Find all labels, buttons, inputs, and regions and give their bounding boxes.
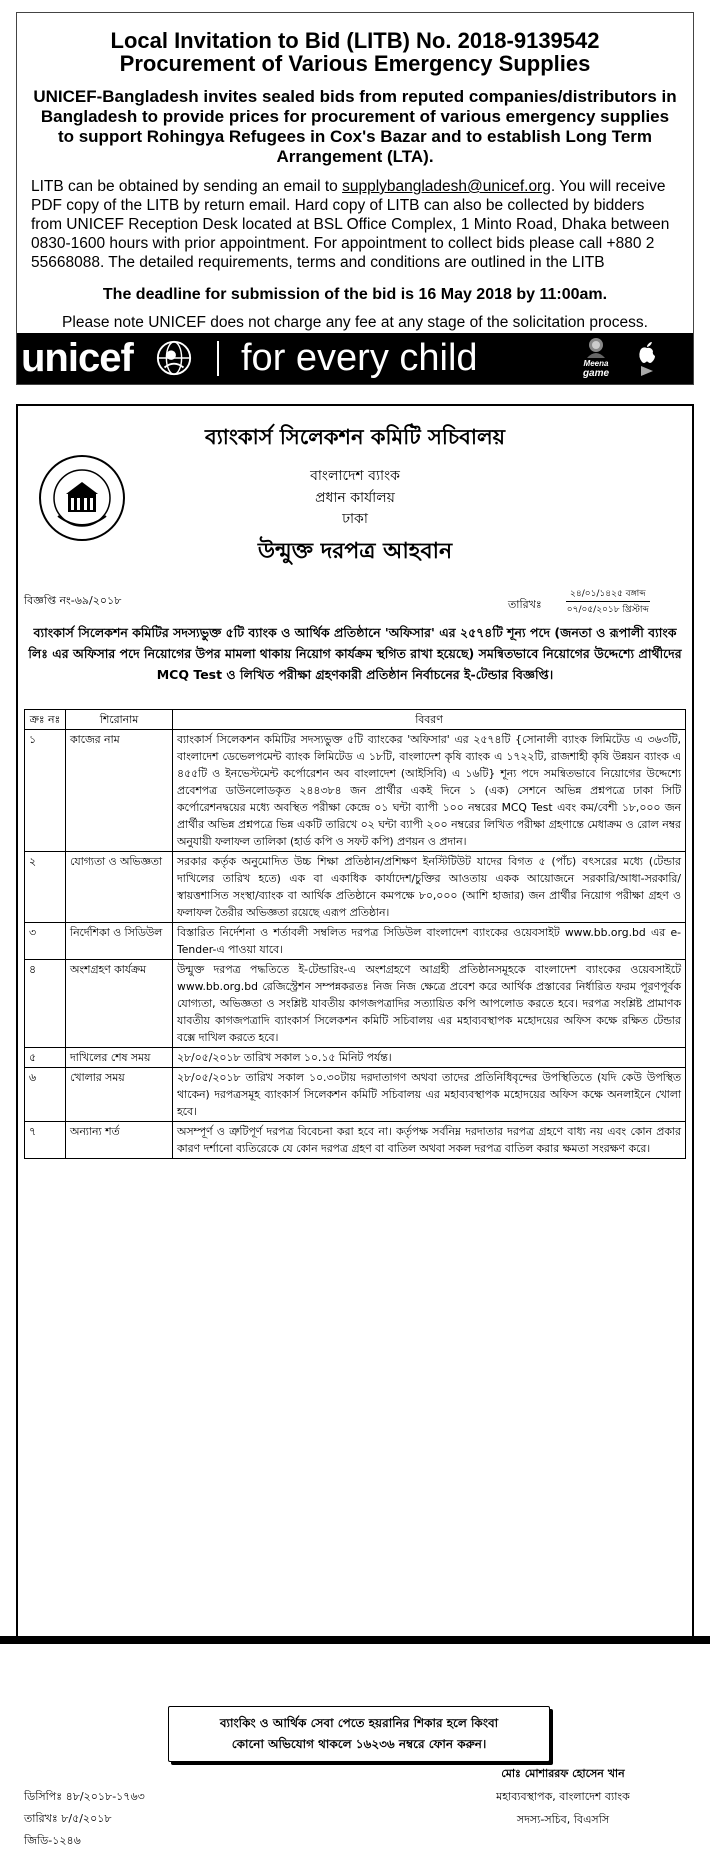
table-row: ৫ দাখিলের শেষ সময় ২৮/০৫/২০১৮ তারিখ সকাল ১০.১৫ মিনিট পর্যন্ত। [25, 1048, 686, 1068]
helpline-box: ব্যাংকিং ও আর্থিক সেবা পেতে হয়রানির শিকার হলে কিংবা কোনো অভিযোগ থাকলে ১৬২৩৬ নম্বরে ফোন করুন। [168, 1706, 550, 1762]
email-link[interactable]: supplybangladesh@unicef.org [342, 178, 551, 195]
unicef-slogan: for every child [241, 337, 478, 379]
dfp-number: ডিসিপিঃ ৪৮/২০১৮-১৭৬৩ [24, 1790, 145, 1803]
signature-block [438, 1762, 688, 1831]
litb-title: Local Invitation to Bid (LITB) No. 2018-9139542 Procurement of Various Emergency Supplies [110, 28, 600, 76]
unicef-logo-text: unicef [21, 336, 133, 380]
table-row: ৩ নির্দেশিকা ও সিডিউল বিস্তারিত নির্দেশনা ও শর্তাবলী সম্বলিত দরপত্র সিডিউল বাংলাদেশ ব্যাংকের ওয়েবসাইট www.bb.org.bd এর e-Tender-এ পাওয়া যাবে। [25, 923, 686, 960]
litb-body: LITB can be obtained by sending an email to supplybangladesh@unicef.org. You will receive PDF copy of the LITB by return email. Hard copy of LITB can also be collected by bidders from UNICEF Reception Desk located at BSL Office Complex, 1 Minto Road, Dhaka between 0830-1600 hours with prior appointment. For appointment to collect bids please call +880 2 55668088. The detailed requirements, terms and conditions are outlined in the LITB [31, 178, 670, 271]
table-header-row [25, 710, 686, 730]
table-row: ২ যোগ্যতা ও অভিজ্ঞতা সরকার কর্তৃক অনুমোদিত উচ্চ শিক্ষা প্রতিষ্ঠান/প্রশিক্ষণ ইনস্টিটিউট যাদের বিগত ৫ (পাঁচ) বৎসরের মধ্যে (টেন্ডার দাখিলের তারিখ হতে) এক বা একাধিক কার্যাদেশ/চুক্তির আওতায় একক আয়োজনে সরকারি/আধা-সরকারি/স্বায়ত্তশাসিত সংস্থা/ব্যাংক বা আর্থিক প্রতিষ্ঠানে কমপক্ষে ৮০,০০০ (আশি হাজার) জন প্রার্থীর নিয়োগ পরীক্ষা গ্রহণ ও ফলাফল তৈরীর অভিজ্ঞতা রয়েছে এরূপ প্রতিষ্ঠান। [25, 852, 686, 923]
bid-deadline: The deadline for submission of the bid is 16 May 2018 by 11:00am. [102, 286, 608, 303]
table-row: ৪ অংশগ্রহণ কার্যক্রম উন্মুক্ত দরপত্র পদ্ধতিতে ই-টেন্ডারিং-এ অংশগ্রহণে আগ্রহী প্রতিষ্ঠানসমূহকে বাংলাদেশ ব্যাংকের ওয়েবসাইটে www.bb.org.bd রেজিস্ট্রেশন সম্পন্নকরতঃ নিজ নিজ ক্ষেত্রে প্রবেশ করে আর্থিক প্রস্তাবের নির্ধারিত ফরম পূরণপূর্বক যোগ্যতা, অভিজ্ঞতা ও সংশ্লিষ্ট যাবতীয় কাগজপত্রাদির সত্যায়িত কপি আপলোড করতে হবে। দরপত্র সংশ্লিষ্ট প্রামাণক যাবতীয় কাগজপত্রাদি ব্যাংকার্স সিলেকশন কমিটি সচিবালয় এর মহাব্যবস্থাপক মহোদয়ের অফিস কক্ষে রক্ষিত টেন্ডার বক্সে দাখিল করতে হবে। [25, 960, 686, 1048]
office-name: প্রধান কার্যালয় [315, 490, 395, 506]
unicef-advertisement [16, 12, 694, 385]
unicef-brand-bar [17, 333, 693, 384]
meena-character-icon [583, 336, 609, 358]
footer-references [24, 1786, 145, 1852]
table-row: ৭ অন্যান্য শর্ত অসম্পূর্ণ ও ত্রুটিপূর্ণ দরপত্র বিবেচনা করা হবে না। কর্তৃপক্ষ সর্বনিম্ন দরদাতার দরপত্র গ্রহণে বাধ্য নয় এবং কোন প্রকার কারণ দর্শানো ব্যতিরেকে যে কোন দরপত্র গ্রহণ বা বাতিল অথবা সকল দরপত্র বাতিল করার ক্ষমতা সংরক্ষণ করে। [25, 1122, 686, 1159]
signatory-title: মহাব্যবস্থাপক, বাংলাদেশ ব্যাংক [496, 1790, 630, 1803]
unicef-globe-icon [155, 339, 193, 377]
bottom-border [0, 1636, 710, 1644]
apple-icon [637, 340, 657, 376]
gd-number: জিডি-১২৪৬ [24, 1834, 81, 1847]
meena-game-logo: Meena game [571, 336, 621, 381]
memo-number: বিজ্ঞপ্তি নং-৬৯/২০১৮ [24, 594, 122, 607]
notice-date: ২৪/০১/১৪২৫ বঙ্গাব্দ ০৭/০৫/২০১৮ খ্রিস্টাব্দ [566, 586, 650, 617]
date-label: তারিখঃ [508, 598, 542, 611]
col-title: শিরোনাম [66, 710, 173, 730]
tender-table [24, 709, 686, 1159]
fee-note: Please note UNICEF does not charge any fee at any stage of the solicitation process. [62, 314, 648, 331]
org-name: ব্যাংকার্স সিলেকশন কমিটি সচিবালয় [205, 425, 505, 449]
col-description: বিবরণ [173, 710, 686, 730]
notice-title: উন্মুক্ত দরপত্র আহবান [257, 539, 453, 564]
table-row: ১ কাজের নাম ব্যাংকার্স সিলেকশন কমিটির সদস্যভুক্ত ৫টি ব্যাংকের 'অফিসার' এর ২৫৭৪টি {সোনালী ব্যাংক লিমিটেড এ ৩৬৩টি, বাংলাদেশ ডেভেলপমেন্ট ব্যাংক লিমিটেড এ ১৮টি, বাংলাদেশ কৃষি ব্যাংক এ ১৭২২টি, রাজশাহী কৃষি উন্নয়ন ব্যাংক এ ৪৫৫টি ও ইনভেস্টমেন্ট কর্পোরেশন অব বাংলাদেশ (আইসিবি) এ ১৬টি} শূন্য পদে সমন্বিতভাবে নিয়োগের উদ্দেশ্যে প্রবেশপত্র ডাউনলোডকৃত ২৪৪৩৮৪ জন প্রার্থীর একই দিনে ১ (এক) সেশনে অভিন্ন প্রশ্নপত্রে ঢাকা সিটি কর্পোরেশনদ্বয়ের মধ্যে অবস্থিত পরীক্ষা কেন্দ্রে ০১ ঘন্টা ব্যাপী ১০০ নম্বরের MCQ Test এবং কম/বেশী ১৮,০০০ জন প্রার্থীর অভিন্ন প্রশ্নপত্রে ভিন্ন একটি তারিখে ০২ ঘন্টা ব্যাপী ২০০ নম্বরের লিখিত পরীক্ষা গ্রহণান্তে মেধাক্রম ও রোল নম্বর অনুযায়ী ফলাফল তালিকা (হার্ড কপি ও সফট কপি) প্রণয়ন ও প্রদান। [25, 730, 686, 852]
litb-intro: UNICEF-Bangladesh invites sealed bids from reputed companies/distributors in Bangladesh to provide prices for procurement of various emergency supplies to support Rohingya Refugees in Cox's Bazar and to establish Long Term Arrangement (LTA). [33, 87, 677, 166]
bangla-tender-notice [16, 404, 694, 1847]
brand-separator [217, 341, 219, 376]
bank-name: বাংলাদেশ ব্যাংক [310, 468, 400, 484]
signatory-role: সদস্য-সচিব, বিএসসি [516, 1813, 610, 1826]
notice-heading: ব্যাংকার্স সিলেকশন কমিটির সদস্যভুক্ত ৫টি ব্যাংক ও আর্থিক প্রতিষ্ঠানে 'অফিসার' এর ২৫৭৪টি শূন্য পদে (জনতা ও রূপালী ব্যাংক লিঃ এর অফিসার পদে নিয়োগের উপর মামলা থাকায় নিয়োগ কার্যক্রম স্থগিত রাখা হয়েছে) সমন্বিতভাবে নিয়োগের উদ্দেশ্যে প্রার্থীদের MCQ Test ও লিখিত পরীক্ষা গ্রহণকারী প্রতিষ্ঠান নির্বাচনের ই-টেন্ডার বিজ্ঞপ্তি। [28, 625, 682, 682]
col-serial: ক্রঃ নঃ [25, 710, 66, 730]
dfp-date: তারিখঃ ৮/৫/২০১৮ [24, 1812, 112, 1825]
table-row: ৬ খোলার সময় ২৮/০৫/২০১৮ তারিখ সকাল ১০.৩০টায় দরদাতাগণ অথবা তাদের প্রতিনিধিবৃন্দের উপস্থিতিতে (যদি কেউ উপস্থিত থাকেন) দরপত্রসমূহ ব্যাংকার্স সিলেকশন কমিটি সচিবালয় এর মহাব্যবস্থাপক মহোদয়ের অফিস কক্ষে অনলাইনে খোলা হবে। [25, 1068, 686, 1122]
city-name: ঢাকা [342, 511, 368, 527]
signatory-name: মোঃ মোশাররফ হোসেন খান [501, 1767, 625, 1780]
